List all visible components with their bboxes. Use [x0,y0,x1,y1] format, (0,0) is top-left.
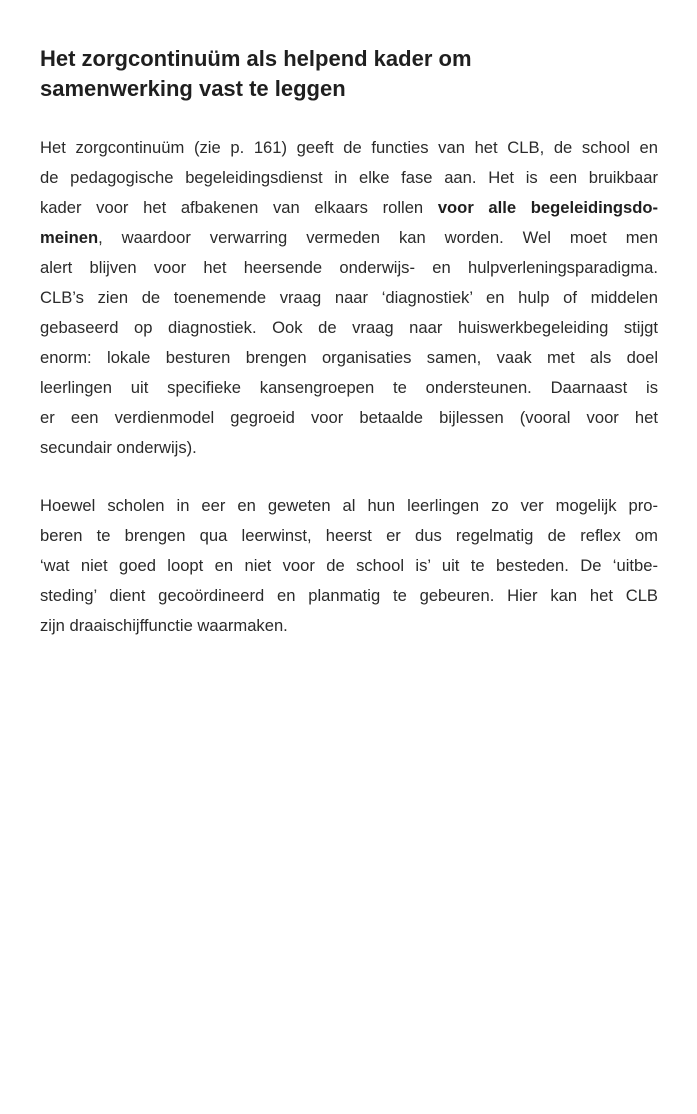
text-line [40,223,658,253]
text-segment: de pedagogische begeleidingsdienst in elke fase aan. Het is een bruikbaar [40,168,658,187]
text-line [40,491,658,521]
paragraph-2 [40,491,658,641]
bold-text: meinen [40,228,99,247]
bold-text: voor alle begeleidingsdo- [437,198,658,217]
text-segment: beren te brengen qua leerwinst, heerst er dus regelmatig de reflex om [40,526,658,545]
text-segment: Het zorgcontinuüm (zie p. 161) geeft de functies van het CLB, de school en [40,138,658,157]
text-line [40,521,658,551]
text-segment: leerlingen uit specifieke kansengroepen te ondersteunen. Daarnaast is [40,378,658,397]
text-line [40,283,658,313]
text-segment: Hoewel scholen in eer en geweten al hun leerlingen zo ver mogelijk pro- [40,496,658,515]
text-segment: kader voor het afbakenen van elkaars rollen [40,198,438,217]
paragraph-1 [40,133,658,463]
text-segment: , waardoor verwarring vermeden kan worden. Wel moet men [98,228,658,247]
text-segment: CLB’s zien de toenemende vraag naar ‘diagnostiek’ en hulp of middelen [40,288,658,307]
text-segment: secundair onderwijs). [40,438,197,457]
text-segment: gebaseerd op diagnostiek. Ook de vraag naar huiswerkbegeleiding stijgt [40,318,658,337]
heading-line: Het zorgcontinuüm als helpend kader om [40,46,472,71]
text-line [40,551,658,581]
text-line [40,403,658,433]
text-segment: er een verdienmodel gegroeid voor betaalde bijlessen (vooral voor het [40,408,658,427]
heading-line: samenwerking vast te leggen [40,76,346,101]
text-line [40,133,658,163]
text-segment: enorm: lokale besturen brengen organisaties samen, vaak met als doel [40,348,658,367]
text-line [40,313,658,343]
text-line [40,253,658,283]
text-segment: steding’ dient gecoördineerd en planmatig te gebeuren. Hier kan het CLB [40,586,658,605]
text-segment: alert blijven voor het heersende onderwijs- en hulpverleningsparadigma. [40,258,658,277]
text-line [40,163,658,193]
section-heading [40,44,640,104]
text-line [40,581,658,611]
text-line [40,433,658,463]
text-segment: ‘wat niet goed loopt en niet voor de school is’ uit te besteden. De ‘uitbe- [40,556,658,575]
text-line [40,611,658,641]
text-line [40,343,658,373]
text-segment: zijn draaischijffunctie waarmaken. [40,616,288,635]
text-line [40,373,658,403]
text-line [40,193,658,223]
